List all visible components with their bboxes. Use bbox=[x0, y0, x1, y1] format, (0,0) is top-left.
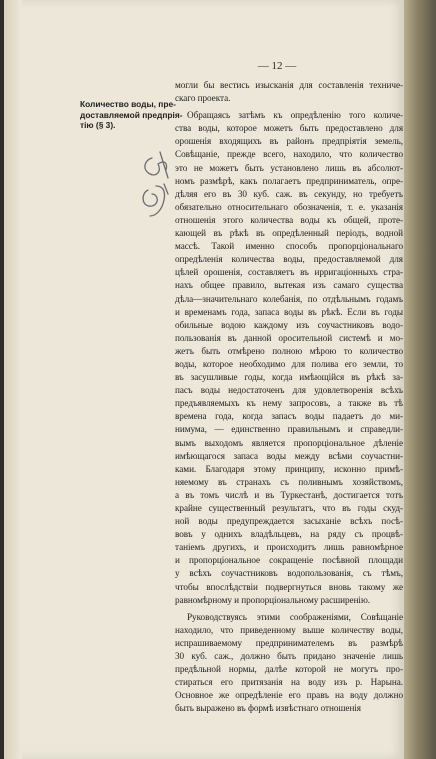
text-line: могли бы вестись изысканія для составленія техниче- bbox=[175, 80, 403, 90]
text-line: ной воды предупреждается засыханіе всѣхъ посѣ- bbox=[175, 516, 403, 527]
text-line: таніемъ другихъ, и происходитъ лишь равномѣрное bbox=[175, 542, 403, 553]
text-line: имѣющагося запаса воды между всѣми соучастни- bbox=[175, 450, 403, 461]
text-line: скаго проекта. bbox=[175, 93, 231, 104]
margin-note-line: Количество воды, пре- bbox=[80, 99, 176, 109]
text-line: массѣ. Такой именно способъ пропорціональнаго bbox=[175, 241, 403, 252]
text-line: цѣлей орошенія, составляетъ въ ирригаціонныхъ стра- bbox=[175, 267, 403, 278]
text-line: воды, которое необходимо для полива его земли, то bbox=[175, 358, 403, 369]
margin-note-line: доставляемой предпрія- bbox=[80, 109, 183, 120]
page-binding-shadow bbox=[4, 0, 22, 759]
text-line: вовъ у однихъ владѣльцевъ, на ряду съ процвѣ- bbox=[175, 529, 403, 540]
text-line: Руководствуясь этими соображеніями, Совѣщаніе bbox=[187, 611, 403, 622]
text-line: предъявляемыхъ къ нему запросовъ, а также въ тѣ bbox=[175, 398, 403, 409]
text-line: у всѣхъ соучастниковъ водопользованія, съ тѣмъ, bbox=[175, 568, 403, 579]
text-line: нахъ общее правило, вытекая изъ самаго существа bbox=[175, 280, 403, 291]
text-line: опредѣленія количества воды, предоставляемой для bbox=[175, 254, 403, 265]
text-line: отношенія этого количества воды къ общей, проте- bbox=[175, 214, 403, 225]
text-line: Основное же опредѣленіе его правъ на воду должно bbox=[175, 690, 403, 701]
text-line: обязательно относительнаго обозначенія, т. е. указанія bbox=[175, 201, 403, 212]
text-line: жетъ быть отмѣрено полною мѣрою то количество bbox=[175, 345, 403, 356]
text-line: орошенія входящихъ въ районъ предпріятія земель, bbox=[175, 136, 403, 147]
page-edge-stack bbox=[404, 0, 436, 759]
text-line: Обращаясь затѣмъ къ опредѣленію того количе- bbox=[187, 110, 403, 121]
text-line: пользованія въ данной оросительной системѣ и мо- bbox=[175, 332, 403, 343]
text-line: ками. Благодаря этому принципу, исконно примѣ- bbox=[175, 463, 403, 474]
text-line: вымъ выходомъ является пропорціональное дѣленіе bbox=[175, 437, 403, 448]
text-line: крайне существенный результатъ, что въ годы скуд- bbox=[175, 503, 403, 513]
text-line: дѣляя его въ 30 куб. саж. въ секунду, но требуетъ bbox=[175, 188, 403, 199]
text-line: няемому въ странахъ съ поливнымъ хозяйствомъ, bbox=[175, 476, 403, 487]
margin-note bbox=[80, 99, 183, 131]
text-line: дѣла—значительнаго колебанія, по отдѣльнымъ годамъ bbox=[175, 293, 403, 304]
text-line: быть выражено въ формѣ извѣстнаго отношенія bbox=[175, 703, 361, 714]
text-line: пасъ воды недостаточенъ для удовлетворенія всѣхъ bbox=[175, 385, 403, 396]
text-line: а въ томъ числѣ и въ Туркестанѣ, достигается тотъ bbox=[175, 489, 403, 500]
text-line: кающей въ рѣкѣ въ опредѣленный періодъ, водной bbox=[175, 228, 403, 239]
text-line: испрашиваемому предпринимателемъ въ размѣрѣ bbox=[175, 637, 403, 648]
handwritten-margin-mark bbox=[138, 150, 178, 220]
text-line: стираться его притязанія на воду изъ р. Нарына. bbox=[175, 677, 403, 688]
body-text bbox=[175, 79, 403, 716]
page-number: — 12 — bbox=[257, 60, 297, 72]
text-line: нимума, — единственно правильнымъ и справедли- bbox=[175, 424, 403, 435]
margin-note-line: тію (§ 3). bbox=[80, 120, 116, 131]
text-line: 30 куб. саж., должно быть придано значеніе лишь bbox=[175, 651, 403, 662]
text-line: равномѣрному и пропорціональному расширенію. bbox=[175, 594, 370, 605]
text-line: ства воды, которое можетъ быть предоставлено для bbox=[175, 123, 403, 134]
text-line: номъ размѣрѣ, какъ полагаетъ предприниматель, опре- bbox=[175, 175, 403, 186]
text-line: въ засушливые годы, когда имѣющійся въ рѣкѣ за- bbox=[175, 372, 403, 383]
text-line: это не можетъ быть установлено лишь въ абсолют- bbox=[175, 162, 403, 173]
text-line: находило, что приведенному выше количеству воды, bbox=[175, 624, 403, 635]
text-line: Совѣщаніе, прежде всего, находило, что количество bbox=[175, 149, 403, 160]
text-line: обильные водою каждому изъ соучастниковъ водо- bbox=[175, 319, 403, 330]
text-line: и временамъ года, запаса воды въ рѣкѣ. Если въ годы bbox=[175, 306, 403, 317]
text-line: предѣльной нормы, далѣе которой не могутъ про- bbox=[175, 664, 403, 675]
text-line: чтобы впослѣдствіи подвергнуться вновь такому же bbox=[175, 581, 403, 592]
text-line: времена года, когда запасъ воды падаетъ до ми- bbox=[175, 411, 403, 422]
text-line: и пропорціональное сокращеніе посѣвной площади bbox=[175, 555, 403, 566]
